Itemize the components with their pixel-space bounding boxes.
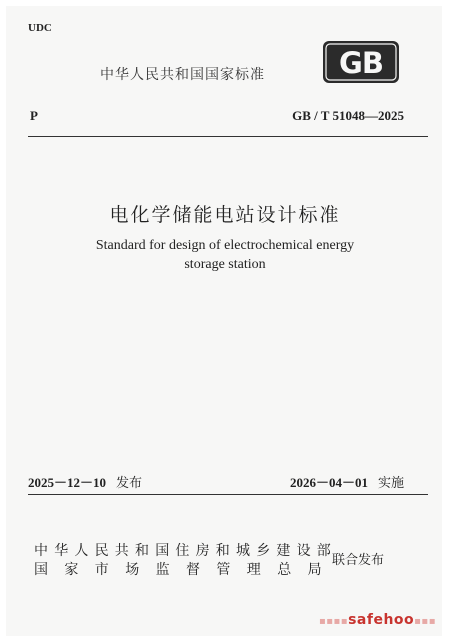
gb-logo-text: GB: [339, 46, 383, 80]
watermark-text: safehoo: [348, 612, 415, 628]
effective-date: [290, 472, 404, 491]
bottom-rule: [28, 494, 428, 495]
standard-type: 中华人民共和国国家标准: [100, 67, 265, 83]
english-title: [0, 236, 450, 274]
watermark: [319, 612, 436, 628]
watermark-dots-right: ▪▪▪: [414, 616, 436, 627]
issue-date: [28, 472, 142, 491]
standard-number: GB / T 51048—2025: [292, 108, 404, 123]
issuer-line-1: 中华人民共和国住房和城乡建设部: [34, 543, 337, 559]
issuer-line-2: 国家市场监督管理总局: [34, 562, 338, 578]
english-title-line-2: storage station: [184, 257, 266, 272]
classification-code: P: [30, 108, 38, 123]
joint-release-label: 联合发布: [332, 553, 385, 568]
english-title-line-1: Standard for design of electrochemical energy: [95, 238, 355, 253]
watermark-dots-left: ▪▪▪▪: [318, 616, 349, 627]
issue-date-value: 2025－12－10: [28, 475, 107, 490]
chinese-title: 电化学储能电站设计标准: [109, 204, 341, 226]
udc-label: UDC: [28, 22, 52, 34]
effective-date-value: 2026－04－01: [289, 475, 368, 490]
effective-label: 实施: [377, 476, 404, 491]
issue-label: 发布: [116, 476, 143, 491]
gb-logo: [322, 40, 400, 84]
top-rule: [28, 136, 428, 137]
